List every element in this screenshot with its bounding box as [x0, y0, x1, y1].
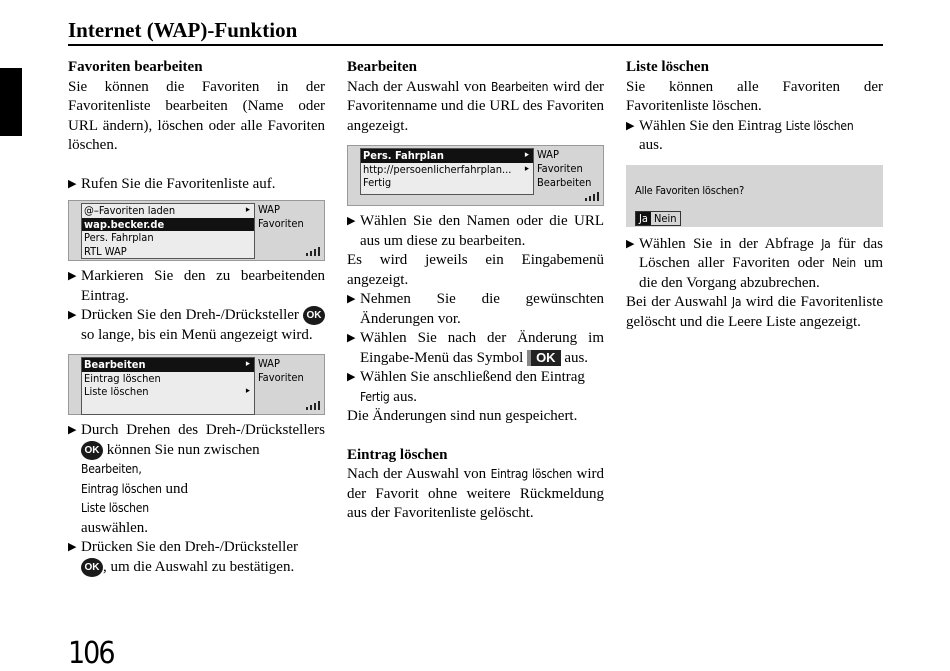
list-item: Fertig [363, 176, 392, 189]
intro-text: Sie können die Favoriten in der Favoritenliste bearbeiten (Name oder URL ändern), löschen oder alle Favoriten löschen. [68, 78, 325, 153]
step-select-fertig: ▶ Wählen Sie anschließend den Eintrag Fertig aus. [347, 369, 585, 405]
step-press-knob: ▶ Drücken Sie den Dreh-/Drücksteller OK so lange, bis ein Menü angezeigt wird. [68, 306, 325, 345]
title-rule [68, 44, 883, 46]
arrow-right-icon: ▶ [68, 270, 77, 282]
info-text: Es wird jeweils ein Eingabemenü angezeigt. [347, 252, 604, 288]
signal-strength-icon [306, 401, 320, 410]
chapter-tab-marker [0, 68, 22, 136]
arrow-right-icon: ▶ [626, 237, 635, 250]
lcd-display-edit-favorite [347, 145, 604, 206]
arrow-right-icon: ▶ [68, 309, 77, 321]
heading-eintrag-loeschen: Eintrag löschen [347, 446, 448, 463]
list-item: Liste löschen ▸ [84, 385, 250, 398]
arrow-right-icon: ▶ [68, 424, 77, 436]
arrow-right-icon: ▶ [626, 119, 635, 132]
step-select-ok-symbol: ▶ Wählen Sie nach der Änderung im Eingabe-Menü das Symbol OK aus. [347, 330, 604, 366]
list-item-selected: wap.becker.de [82, 218, 254, 232]
option-eintrag-loeschen: Eintrag löschen [81, 481, 162, 496]
lcd-display-favorites-list [68, 200, 325, 261]
dialog-question: Alle Favoriten löschen? [635, 183, 745, 197]
arrow-right-icon: ▶ [68, 177, 77, 190]
page-title: Internet (WAP)-Funktion [68, 18, 298, 42]
arrow-right-icon: ▸ [245, 386, 250, 396]
list-item: http://persoenlicherfahrplan... ▸ [363, 162, 529, 176]
display-side-labels: WAP Favoriten Bearbeiten [537, 148, 592, 189]
ok-button-icon: OK [303, 306, 325, 325]
arrow-right-icon: ▸ [524, 163, 529, 174]
step-open-favorites: ▶ Rufen Sie die Favoritenliste auf. [68, 175, 325, 195]
signal-strength-icon [306, 247, 320, 256]
step-make-changes: ▶ Nehmen Sie die gewünschten Änderungen vor. [347, 291, 604, 327]
arrow-right-icon: ▶ [68, 541, 77, 553]
step-answer-dialog: ▶ Wählen Sie in der Abfrage Ja für das Löschen aller Favoriten oder Nein um die den Vorgang abzubrechen. [626, 235, 883, 291]
info-list-deleted: Bei der Auswahl Ja wird die Favoritenliste gelöscht und die Leere Liste angezeigt. [626, 294, 884, 330]
arrow-right-icon: ▸ [524, 150, 529, 160]
list-item: Eintrag löschen [84, 371, 161, 385]
list-item: Pers. Fahrplan [84, 231, 154, 244]
page-number: 106 [68, 636, 114, 671]
heading-favoriten-bearbeiten: Favoriten bearbeiten [68, 59, 203, 75]
step-rotate-knob: ▶ Durch Drehen des Dreh-/Drückstellers OK können Sie nun zwischen Bearbeiten, Eintrag löschen und Liste löschen auswählen. [68, 422, 325, 536]
signal-strength-icon [585, 192, 599, 201]
arrow-right-icon: ▸ [245, 359, 250, 369]
heading-liste-loeschen: Liste löschen [626, 59, 709, 75]
lcd-display-edit-menu [68, 354, 325, 415]
list-item: @–Favoriten laden ▸ [84, 204, 250, 217]
heading-bearbeiten: Bearbeiten [347, 59, 417, 75]
option-bearbeiten: Bearbeiten, [81, 462, 142, 476]
arrow-right-icon: ▶ [347, 215, 356, 227]
step-mark-entry: ▶ Markieren Sie den zu bearbeitenden Eintrag. [68, 268, 325, 304]
info-delete-entry: Nach der Auswahl von Eintrag löschen wird der Favorit ohne weitere Rückmeldung aus der Favoritenliste gelöscht. [347, 466, 604, 521]
list-item-selected: Pers. Fahrplan ▸ [361, 149, 533, 163]
dialog-yes-option: Ja [636, 212, 651, 225]
info-saved: Die Änderungen sind nun gespeichert. [347, 408, 578, 424]
column-2 [347, 58, 604, 524]
arrow-right-icon: ▶ [347, 293, 356, 305]
ok-symbol-icon: OK [527, 350, 561, 366]
step-confirm: ▶ Drücken Sie den Dreh-/Drücksteller OK , um die Auswahl zu bestätigen. [68, 538, 325, 577]
step-select-liste-loeschen: ▶ Wählen Sie den Eintrag Liste löschen aus. [626, 117, 854, 153]
step-select-name-url: ▶ Wählen Sie den Namen oder die URL aus um diese zu bearbeiten. [347, 213, 604, 249]
arrow-right-icon: ▸ [245, 205, 250, 215]
arrow-right-icon: ▶ [347, 371, 356, 383]
option-liste-loeschen: Liste löschen [81, 501, 149, 515]
column-1 [68, 58, 325, 577]
lcd-dialog-delete-all [626, 165, 883, 227]
list-item-selected: Bearbeiten ▸ [82, 358, 254, 372]
display-side-labels: WAP Favoriten [258, 203, 304, 230]
column-3 [626, 58, 883, 332]
dialog-no-option: Nein [653, 211, 677, 225]
intro-text: Nach der Auswahl von Bearbeiten wird der Favoritenname und die URL des Favoriten angezeigt. [347, 78, 605, 134]
intro-text: Sie können alle Favoriten der Favoritenliste löschen. [626, 78, 883, 114]
arrow-right-icon: ▶ [347, 332, 356, 344]
display-side-labels: WAP Favoriten [258, 357, 304, 384]
ok-button-icon: OK [81, 558, 103, 577]
list-item: RTL WAP [84, 244, 127, 258]
ok-button-icon: OK [81, 441, 103, 460]
